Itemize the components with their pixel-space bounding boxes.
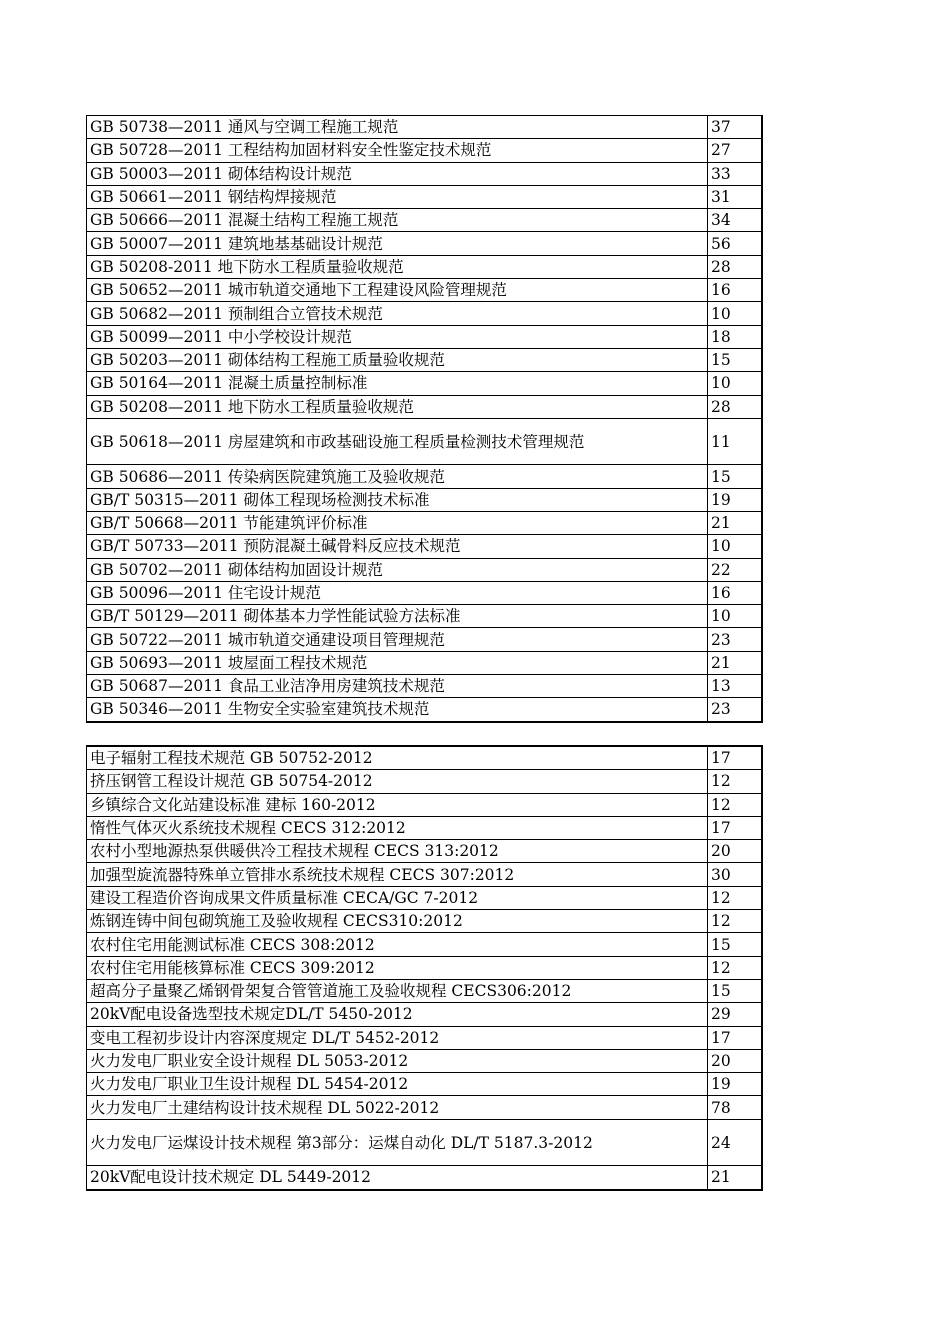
standard-name-cell: GB 50203—2011 砌体结构工程施工质量验收规范 [87, 348, 708, 371]
standard-name-cell: GB 50618—2011 房屋建筑和市政基础设施工程质量检测技术管理规范 [87, 418, 708, 465]
standard-name-cell: 火力发电厂职业卫生设计规程 DL 5454-2012 [87, 1073, 708, 1096]
page-count-cell: 21 [708, 1166, 763, 1190]
page-count-cell: 17 [708, 1026, 763, 1049]
page-count-cell: 13 [708, 675, 763, 698]
table-row [87, 302, 763, 325]
table-row [87, 581, 763, 604]
page-count-cell: 10 [708, 535, 763, 558]
standards-table-2011 [86, 115, 763, 723]
standard-name-cell: 农村住宅用能核算标准 CECS 309:2012 [87, 956, 708, 979]
page-count-cell: 11 [708, 418, 763, 465]
standard-name-cell: GB 50164—2011 混凝土质量控制标准 [87, 372, 708, 395]
table-row [87, 956, 763, 979]
page-count-cell: 34 [708, 209, 763, 232]
table-row [87, 746, 763, 770]
page-count-cell: 16 [708, 581, 763, 604]
table-row [87, 395, 763, 418]
page-count-cell: 23 [708, 628, 763, 651]
table-row [87, 1166, 763, 1190]
table-row [87, 816, 763, 839]
page-count-cell: 19 [708, 1073, 763, 1096]
page-count-cell: 15 [708, 465, 763, 488]
standard-name-cell: GB 50686—2011 传染病医院建筑施工及验收规范 [87, 465, 708, 488]
table-row [87, 698, 763, 722]
page-count-cell: 12 [708, 886, 763, 909]
table-row [87, 1073, 763, 1096]
page-count-cell: 56 [708, 232, 763, 255]
page-count-cell: 37 [708, 116, 763, 139]
table-row [87, 535, 763, 558]
page-count-cell: 30 [708, 863, 763, 886]
table-row [87, 511, 763, 534]
table-row [87, 372, 763, 395]
table-row [87, 348, 763, 371]
standard-name-cell: 炼钢连铸中间包砌筑施工及验收规程 CECS310:2012 [87, 910, 708, 933]
standard-name-cell: GB 50096—2011 住宅设计规范 [87, 581, 708, 604]
page-count-cell: 15 [708, 933, 763, 956]
page-count-cell: 17 [708, 816, 763, 839]
page-count-cell: 19 [708, 488, 763, 511]
page-count-cell: 15 [708, 979, 763, 1002]
page-count-cell: 12 [708, 770, 763, 793]
table-row [87, 1026, 763, 1049]
page-count-cell: 33 [708, 162, 763, 185]
page-count-cell: 12 [708, 793, 763, 816]
table-row [87, 139, 763, 162]
page-count-cell: 29 [708, 1003, 763, 1026]
table-row [87, 325, 763, 348]
table-row [87, 232, 763, 255]
table-row [87, 675, 763, 698]
standard-name-cell: 电子辐射工程技术规范 GB 50752-2012 [87, 746, 708, 770]
page-count-cell: 10 [708, 302, 763, 325]
table-row [87, 1119, 763, 1166]
page-count-cell: 12 [708, 956, 763, 979]
standard-name-cell: GB 50208-2011 地下防水工程质量验收规范 [87, 255, 708, 278]
standard-name-cell: GB 50661—2011 钢结构焊接规范 [87, 185, 708, 208]
page-count-cell: 21 [708, 651, 763, 674]
table-row [87, 886, 763, 909]
standard-name-cell: 20kV配电设计技术规定 DL 5449-2012 [87, 1166, 708, 1190]
standard-name-cell: GB 50728—2011 工程结构加固材料安全性鉴定技术规范 [87, 139, 708, 162]
table-row [87, 418, 763, 465]
table-row [87, 979, 763, 1002]
page-count-cell: 10 [708, 372, 763, 395]
page-count-cell: 27 [708, 139, 763, 162]
table-row [87, 910, 763, 933]
page-count-cell: 15 [708, 348, 763, 371]
page-count-cell: 10 [708, 605, 763, 628]
table-body [87, 746, 763, 1190]
table-body [87, 116, 763, 722]
table-row [87, 255, 763, 278]
table-row [87, 209, 763, 232]
standard-name-cell: GB 50652—2011 城市轨道交通地下工程建设风险管理规范 [87, 279, 708, 302]
table-row [87, 793, 763, 816]
standards-table-2012 [86, 745, 763, 1191]
page-count-cell: 28 [708, 395, 763, 418]
page-count-cell: 21 [708, 511, 763, 534]
page-count-cell: 24 [708, 1119, 763, 1166]
page-count-cell: 78 [708, 1096, 763, 1119]
table-row [87, 770, 763, 793]
page-count-cell: 12 [708, 910, 763, 933]
page-count-cell: 31 [708, 185, 763, 208]
standard-name-cell: GB 50208—2011 地下防水工程质量验收规范 [87, 395, 708, 418]
page-count-cell: 23 [708, 698, 763, 722]
page-count-cell: 18 [708, 325, 763, 348]
table-row [87, 488, 763, 511]
table-row [87, 1096, 763, 1119]
standard-name-cell: GB/T 50129—2011 砌体基本力学性能试验方法标准 [87, 605, 708, 628]
standard-name-cell: 超高分子量聚乙烯钢骨架复合管管道施工及验收规程 CECS306:2012 [87, 979, 708, 1002]
standard-name-cell: 惰性气体灭火系统技术规程 CECS 312:2012 [87, 816, 708, 839]
standard-name-cell: 火力发电厂土建结构设计技术规程 DL 5022-2012 [87, 1096, 708, 1119]
standard-name-cell: 变电工程初步设计内容深度规定 DL/T 5452-2012 [87, 1026, 708, 1049]
table-row [87, 116, 763, 139]
standard-name-cell: GB/T 50315—2011 砌体工程现场检测技术标准 [87, 488, 708, 511]
page-count-cell: 22 [708, 558, 763, 581]
standard-name-cell: 20kV配电设备选型技术规定DL/T 5450-2012 [87, 1003, 708, 1026]
page-count-cell: 16 [708, 279, 763, 302]
standard-name-cell: 火力发电厂运煤设计技术规程 第3部分：运煤自动化 DL/T 5187.3-2012 [87, 1119, 708, 1166]
page-count-cell: 28 [708, 255, 763, 278]
table-row [87, 628, 763, 651]
table-row [87, 605, 763, 628]
table-row [87, 279, 763, 302]
standard-name-cell: GB 50003—2011 砌体结构设计规范 [87, 162, 708, 185]
table-row [87, 933, 763, 956]
table-row [87, 558, 763, 581]
standard-name-cell: 挤压钢管工程设计规范 GB 50754-2012 [87, 770, 708, 793]
standard-name-cell: 农村住宅用能测试标准 CECS 308:2012 [87, 933, 708, 956]
table-row [87, 651, 763, 674]
standard-name-cell: GB/T 50733—2011 预防混凝土碱骨料反应技术规范 [87, 535, 708, 558]
table-row [87, 1049, 763, 1072]
standard-name-cell: GB 50738—2011 通风与空调工程施工规范 [87, 116, 708, 139]
table-row [87, 185, 763, 208]
standard-name-cell: GB 50099—2011 中小学校设计规范 [87, 325, 708, 348]
page-count-cell: 17 [708, 746, 763, 770]
standard-name-cell: 农村小型地源热泵供暖供冷工程技术规程 CECS 313:2012 [87, 840, 708, 863]
standard-name-cell: GB 50687—2011 食品工业洁净用房建筑技术规范 [87, 675, 708, 698]
table-row [87, 863, 763, 886]
standard-name-cell: GB 50346—2011 生物安全实验室建筑技术规范 [87, 698, 708, 722]
standard-name-cell: GB 50666—2011 混凝土结构工程施工规范 [87, 209, 708, 232]
standard-name-cell: GB/T 50668—2011 节能建筑评价标准 [87, 511, 708, 534]
standard-name-cell: GB 50702—2011 砌体结构加固设计规范 [87, 558, 708, 581]
standard-name-cell: 乡镇综合文化站建设标准 建标 160-2012 [87, 793, 708, 816]
page-count-cell: 20 [708, 840, 763, 863]
table-row [87, 1003, 763, 1026]
table-row [87, 162, 763, 185]
standard-name-cell: 加强型旋流器特殊单立管排水系统技术规程 CECS 307:2012 [87, 863, 708, 886]
standard-name-cell: GB 50007—2011 建筑地基基础设计规范 [87, 232, 708, 255]
table-row [87, 465, 763, 488]
page-count-cell: 20 [708, 1049, 763, 1072]
standard-name-cell: GB 50682—2011 预制组合立管技术规范 [87, 302, 708, 325]
standard-name-cell: 火力发电厂职业安全设计规程 DL 5053-2012 [87, 1049, 708, 1072]
standard-name-cell: GB 50693—2011 坡屋面工程技术规范 [87, 651, 708, 674]
standard-name-cell: GB 50722—2011 城市轨道交通建设项目管理规范 [87, 628, 708, 651]
table-row [87, 840, 763, 863]
standard-name-cell: 建设工程造价咨询成果文件质量标准 CECA/GC 7-2012 [87, 886, 708, 909]
